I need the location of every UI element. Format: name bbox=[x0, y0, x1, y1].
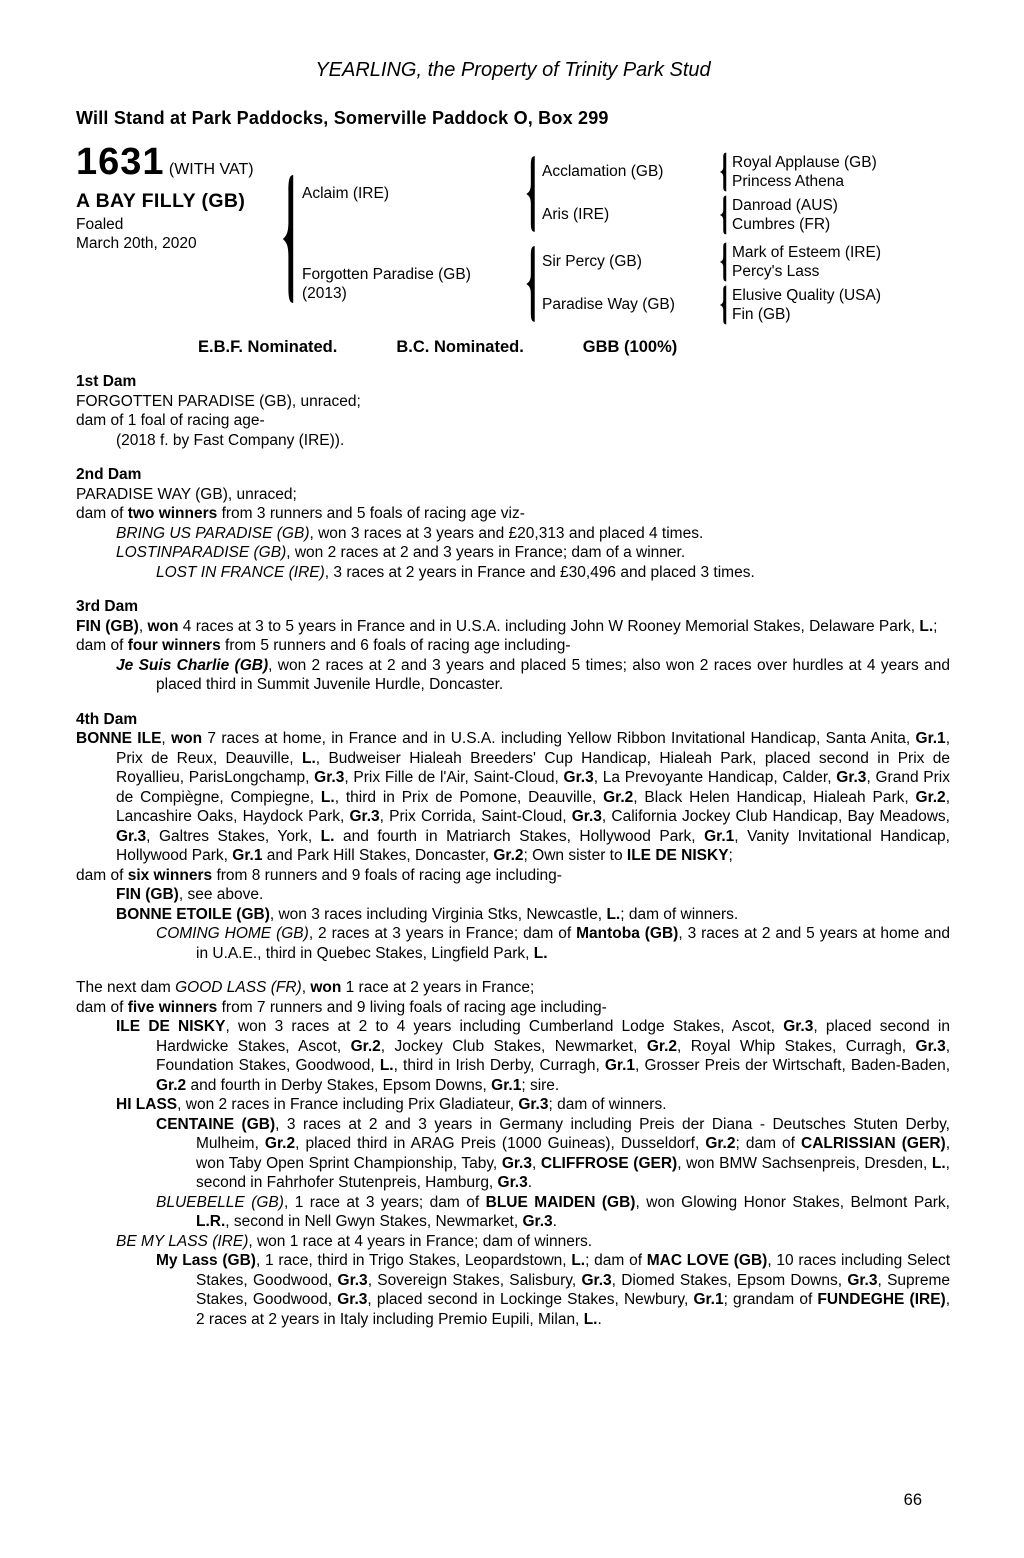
text-run: L. bbox=[571, 1252, 586, 1269]
sire-dam-name: Aris (IRE) bbox=[542, 206, 610, 224]
text-run: two winners bbox=[127, 505, 218, 522]
lot-description: A BAY FILLY (GB) bbox=[76, 190, 246, 212]
lot-vat-note: (WITH VAT) bbox=[168, 160, 254, 178]
text-run: L. bbox=[302, 749, 316, 767]
sire-grandparents bbox=[542, 153, 950, 235]
grandsire-pair bbox=[542, 153, 950, 192]
dam-section-heading: 4th Dam bbox=[76, 710, 138, 728]
text-run: Gr.1 bbox=[915, 730, 946, 747]
dam-section-heading: 3rd Dam bbox=[76, 598, 139, 615]
text-run: Gr.1 bbox=[704, 827, 735, 845]
grandsire-pair bbox=[542, 243, 950, 282]
text-run: , bbox=[532, 1154, 541, 1172]
catalogue-paragraph bbox=[76, 1017, 950, 1095]
sire-dam-dam-name: Cumbres (FR) bbox=[732, 216, 831, 233]
text-run: , bbox=[301, 979, 311, 996]
text-run: LOST IN FRANCE (IRE) bbox=[156, 563, 325, 581]
text-run: dam of bbox=[76, 998, 128, 1016]
bc-nomination: B.C. Nominated. bbox=[396, 337, 524, 356]
nominations-line bbox=[76, 338, 950, 358]
text-run: , second in Fahrhofer Stutenpreis, Hamburg, bbox=[196, 1154, 950, 1191]
text-run: ; sire. bbox=[521, 1076, 560, 1094]
text-run: , La Prevoyante Handicap, Calder, bbox=[593, 769, 837, 786]
text-run: , 3 races at 2 and 3 years in Germany including Preis der Diana - Deutsches Stuten Derby, Mulheim, bbox=[196, 1115, 950, 1152]
dam-sire-brace bbox=[718, 242, 728, 282]
pedigree-main-brace bbox=[280, 173, 296, 305]
text-run: , 10 races including Select Stakes, Goodwood, bbox=[196, 1252, 951, 1289]
catalogue-paragraph bbox=[76, 504, 950, 524]
catalogue-body bbox=[76, 372, 950, 1329]
catalogue-paragraph bbox=[76, 924, 950, 963]
text-run: FUNDEGHE (IRE) bbox=[817, 1291, 946, 1308]
text-run: MAC LOVE (GB) bbox=[646, 1252, 768, 1269]
catalogue-paragraph bbox=[76, 1251, 950, 1329]
sire-sire-dam-name: Princess Athena bbox=[732, 173, 845, 190]
text-run: , won 1 race at 4 years in France; dam of winners. bbox=[248, 1232, 593, 1250]
text-run: , bbox=[161, 730, 172, 747]
text-run: Gr.3 bbox=[337, 1291, 368, 1308]
text-run: L. bbox=[379, 1057, 394, 1074]
catalogue-paragraph bbox=[76, 978, 950, 998]
text-run: , Grosser Preis der Wirtschaft, Baden-Baden, bbox=[635, 1057, 950, 1074]
text-run: , 2 races at 3 years in France; dam of bbox=[308, 925, 577, 942]
catalogue-paragraph bbox=[76, 563, 950, 583]
text-run: Gr.2 bbox=[350, 1037, 381, 1055]
text-run: , Foundation Stakes, Goodwood, bbox=[156, 1037, 951, 1074]
text-run: L. bbox=[931, 1154, 946, 1172]
text-run: ; dam of winners. bbox=[548, 1096, 667, 1113]
sire-sire-brace bbox=[718, 152, 728, 192]
text-run: Gr.2 bbox=[264, 1135, 296, 1152]
text-run: L. bbox=[606, 905, 621, 923]
catalogue-paragraph bbox=[76, 885, 950, 905]
text-run: Je Suis Charlie (GB) bbox=[116, 656, 269, 674]
text-run: dam of bbox=[76, 637, 128, 654]
text-run: five winners bbox=[127, 998, 218, 1016]
catalogue-paragraph bbox=[76, 998, 950, 1018]
pedigree-block bbox=[76, 140, 950, 325]
dam-dam-parents bbox=[732, 286, 950, 324]
catalogue-paragraph bbox=[76, 866, 950, 886]
text-run: ; dam of winners. bbox=[620, 905, 739, 923]
text-run: , placed third in ARAG Preis (1000 Guineas), Dusseldorf, bbox=[295, 1135, 706, 1152]
text-run: and Park Hill Stakes, Doncaster, bbox=[262, 847, 494, 864]
text-run: , Black Helen Handicap, Hialeah Park, bbox=[633, 788, 916, 806]
text-run: won bbox=[147, 617, 179, 635]
text-run: COMING HOME (GB) bbox=[156, 925, 309, 942]
catalogue-paragraph bbox=[76, 411, 950, 431]
text-run: Gr.3 bbox=[497, 1174, 528, 1191]
catalogue-paragraph bbox=[76, 1115, 950, 1193]
text-run: , Prix Corrida, Saint-Cloud, bbox=[379, 808, 572, 825]
text-run: , third in Prix de Pomone, Deauville, bbox=[334, 788, 604, 806]
text-run: , placed second in Hardwicke Stakes, Ascot, bbox=[156, 1018, 950, 1055]
text-run: BLUEBELLE (GB) bbox=[156, 1193, 284, 1211]
text-run: PARADISE WAY (GB), unraced; bbox=[76, 485, 297, 503]
text-run: Gr.3 bbox=[571, 808, 602, 825]
catalogue-paragraph bbox=[76, 729, 950, 866]
dam-name: Forgotten Paradise (GB) bbox=[302, 265, 471, 283]
text-run: Gr.3 bbox=[349, 808, 380, 825]
sire-dam-parents bbox=[732, 196, 950, 234]
text-run: ; bbox=[728, 847, 733, 864]
text-run: Gr.2 bbox=[646, 1037, 678, 1055]
text-run: , second in Nell Gwyn Stakes, Newmarket, bbox=[225, 1213, 523, 1230]
text-run: , won Taby Open Sprint Championship, Taby, bbox=[196, 1135, 950, 1172]
catalogue-paragraph bbox=[76, 543, 950, 563]
page-number: 66 bbox=[903, 1491, 922, 1509]
text-run: FORGOTTEN PARADISE (GB), unraced; bbox=[76, 392, 361, 410]
dam-sire-parents bbox=[732, 243, 950, 281]
text-run: (2018 f. by Fast Company (IRE)). bbox=[116, 431, 345, 449]
text-run: Gr.2 bbox=[603, 788, 634, 806]
catalogue-paragraph bbox=[76, 1193, 950, 1232]
text-run: , won 3 races including Virginia Stks, Newcastle, bbox=[269, 905, 607, 923]
text-run: , placed second in Lockinge Stakes, Newbury, bbox=[367, 1291, 694, 1308]
text-run: Gr.3 bbox=[563, 769, 594, 786]
text-run: Gr.1 bbox=[232, 847, 263, 864]
text-run: BE MY LASS (IRE) bbox=[116, 1232, 249, 1250]
text-run: . bbox=[552, 1213, 557, 1230]
text-run: , Royal Whip Stakes, Curragh, bbox=[677, 1037, 916, 1055]
text-run: FIN (GB) bbox=[76, 617, 139, 635]
text-run: FIN (GB) bbox=[116, 886, 179, 903]
text-run: , 2 races at 2 years in Italy including Premio Eupili, Milan, bbox=[196, 1291, 951, 1328]
text-run: , won BMW Sachsenpreis, Dresden, bbox=[677, 1154, 932, 1172]
text-run: Gr.1 bbox=[693, 1291, 724, 1308]
text-run: , 3 races at 2 years in France and £30,496 and placed 3 times. bbox=[324, 563, 755, 581]
text-run: My Lass (GB) bbox=[156, 1252, 256, 1269]
foaled-date: March 20th, 2020 bbox=[76, 235, 197, 252]
text-run: , California Jockey Club Handicap, Bay Meadows, bbox=[601, 808, 950, 825]
text-run: BLUE MAIDEN (GB) bbox=[485, 1193, 636, 1211]
text-run: , bbox=[138, 617, 148, 635]
text-run: Gr.2 bbox=[705, 1135, 736, 1152]
catalogue-paragraph bbox=[76, 1095, 950, 1115]
sire-branch bbox=[302, 154, 950, 234]
text-run: , Sovereign Stakes, Salisbury, bbox=[367, 1271, 582, 1289]
text-run: CLIFFROSE (GER) bbox=[540, 1154, 678, 1172]
text-run: won bbox=[171, 730, 203, 747]
text-run: 4 races at 3 to 5 years in France and in U.S.A. including John W Rooney Memorial Stakes, Delaware Park, bbox=[178, 617, 920, 635]
text-run: BRING US PARADISE (GB) bbox=[116, 524, 310, 542]
catalogue-paragraph bbox=[76, 656, 950, 695]
text-run: HI LASS bbox=[116, 1096, 178, 1113]
sire-sire-sire-name: Royal Applause (GB) bbox=[732, 154, 877, 171]
text-run: , 3 races at 2 and 5 years at home and in U.A.E., third in Quebec Stakes, Lingfield Park, bbox=[196, 925, 950, 962]
text-run: , Lancashire Oaks, Haydock Park, bbox=[116, 788, 950, 825]
text-run: Gr.3 bbox=[116, 827, 147, 845]
text-run: Gr.3 bbox=[314, 769, 345, 786]
sire-name: Aclaim (IRE) bbox=[302, 185, 389, 202]
text-run: dam of bbox=[76, 866, 128, 884]
text-run: , Jockey Club Stakes, Newmarket, bbox=[380, 1037, 647, 1055]
text-run: Gr.3 bbox=[581, 1271, 612, 1289]
text-run: , Prix de Reux, Deauville, bbox=[116, 730, 950, 767]
text-run: Mantoba (GB) bbox=[576, 925, 679, 942]
catalogue-paragraph bbox=[76, 431, 950, 451]
sire-brace bbox=[524, 155, 537, 233]
sire-cell bbox=[302, 184, 524, 203]
text-run: from 3 runners and 5 foals of racing age viz- bbox=[217, 505, 525, 522]
catalogue-paragraph bbox=[76, 524, 950, 544]
text-run: CALRISSIAN (GER) bbox=[801, 1135, 946, 1152]
granddam-pair bbox=[542, 196, 950, 235]
ebf-nomination: E.B.F. Nominated. bbox=[198, 337, 338, 356]
stand-location-line: Will Stand at Park Paddocks, Somerville Paddock O, Box 299 bbox=[76, 108, 609, 128]
text-run: , Budweiser Hialeah Breeders' Cup Handicap, Hialeah Park, placed second in Prix de Royallieu, ParisLongchamp, bbox=[116, 749, 951, 786]
text-run: ; dam of bbox=[735, 1135, 801, 1152]
catalogue-paragraph bbox=[76, 636, 950, 656]
dam-section-heading: 1st Dam bbox=[76, 373, 137, 390]
text-run: , won 2 races at 2 and 3 years and placed 5 times; also won 2 races over hurdles at 4 years and placed third in Summit Juvenile Hurdle, Doncaster. bbox=[156, 656, 951, 693]
text-run: , won Glowing Honor Stakes, Belmont Park, bbox=[635, 1193, 950, 1211]
text-run: 1 race at 2 years in France; bbox=[341, 979, 535, 996]
text-run: Gr.3 bbox=[836, 769, 867, 786]
catalogue-paragraph bbox=[76, 392, 950, 412]
text-run: , won 2 races at 2 and 3 years in France; dam of a winner. bbox=[286, 544, 686, 561]
text-run: , Prix Fille de l'Air, Saint-Cloud, bbox=[344, 769, 564, 786]
dam-dam-dam-name: Fin (GB) bbox=[732, 306, 791, 323]
text-run: from 7 runners and 9 living foals of racing age including- bbox=[217, 998, 607, 1016]
text-run: The next dam bbox=[76, 979, 176, 996]
text-run: four winners bbox=[127, 637, 221, 654]
text-run: CENTAINE (GB) bbox=[156, 1115, 276, 1133]
text-run: , Supreme Stakes, Goodwood, bbox=[196, 1271, 950, 1308]
text-run: . bbox=[527, 1174, 533, 1191]
foaled-label: Foaled bbox=[76, 215, 124, 233]
text-run: , Grand Prix de Compiègne, Compiegne, bbox=[116, 769, 950, 806]
catalogue-paragraph bbox=[76, 485, 950, 505]
section-gap bbox=[76, 963, 950, 978]
text-run: BONNE ILE bbox=[76, 730, 162, 747]
text-run: , Vanity Invitational Handicap, Hollywood Park, bbox=[116, 827, 950, 864]
text-run: GOOD LASS (FR) bbox=[175, 979, 302, 996]
text-run: L. bbox=[320, 788, 335, 806]
dam-sire-name: Sir Percy (GB) bbox=[542, 253, 642, 271]
text-run: ILE DE NISKY bbox=[626, 847, 729, 864]
text-run: LOSTINPARADISE (GB) bbox=[116, 544, 287, 561]
dam-year: (2013) bbox=[302, 284, 347, 302]
text-run: Gr.2 bbox=[915, 788, 946, 806]
text-run: ; grandam of bbox=[723, 1291, 818, 1308]
text-run: , third in Irish Derby, Curragh, bbox=[393, 1057, 605, 1074]
lot-number: 1631 bbox=[76, 140, 165, 183]
text-run: Gr.3 bbox=[501, 1154, 532, 1172]
dam-brace bbox=[524, 245, 537, 323]
lot-number-line bbox=[76, 140, 280, 183]
dam-cell bbox=[302, 265, 524, 303]
text-run: Gr.3 bbox=[518, 1096, 549, 1113]
text-run: L. bbox=[320, 827, 335, 845]
text-run: Gr.1 bbox=[491, 1076, 522, 1094]
dam-section-heading: 2nd Dam bbox=[76, 466, 142, 483]
dam-dam-brace bbox=[718, 285, 728, 325]
text-run: Gr.1 bbox=[604, 1057, 636, 1074]
catalogue-paragraph bbox=[76, 617, 950, 637]
dam-dam-name: Paradise Way (GB) bbox=[542, 296, 675, 314]
gbb-badge: GBB (100%) bbox=[582, 337, 678, 356]
text-run: BONNE ETOILE (GB) bbox=[116, 905, 270, 923]
text-run: from 5 runners and 6 foals of racing age including- bbox=[220, 637, 571, 654]
text-run: ILE DE NISKY bbox=[116, 1018, 226, 1035]
sire-dam-sire-name: Danroad (AUS) bbox=[732, 197, 838, 214]
text-run: , Galtres Stakes, York, bbox=[146, 827, 321, 845]
catalogue-paragraph bbox=[76, 905, 950, 925]
text-run: L. bbox=[583, 1310, 598, 1328]
lot-info bbox=[76, 140, 280, 254]
text-run: , 1 race at 3 years; dam of bbox=[283, 1193, 486, 1211]
text-run: six winners bbox=[127, 866, 213, 884]
text-run: Gr.3 bbox=[337, 1271, 368, 1289]
dam-sire-dam-name: Percy's Lass bbox=[732, 263, 820, 280]
text-run: L. bbox=[533, 944, 548, 962]
dam-dam-sire-name: Elusive Quality (USA) bbox=[732, 287, 882, 304]
text-run: , won 2 races in France including Prix Gladiateur, bbox=[177, 1096, 519, 1113]
text-run: Gr.2 bbox=[156, 1076, 187, 1094]
sire-sire-parents bbox=[732, 153, 950, 191]
text-run: Gr.3 bbox=[783, 1018, 814, 1035]
text-run: dam of bbox=[76, 505, 128, 522]
text-run: and fourth in Derby Stakes, Epsom Downs, bbox=[186, 1076, 492, 1094]
text-run: won bbox=[310, 979, 342, 996]
dam-sire-sire-name: Mark of Esteem (IRE) bbox=[732, 244, 881, 261]
sire-sire-name: Acclamation (GB) bbox=[542, 163, 664, 181]
text-run: ; bbox=[933, 617, 938, 635]
text-run: Gr.3 bbox=[915, 1037, 946, 1055]
sire-dam-brace bbox=[718, 195, 728, 235]
text-run: , won 3 races at 2 to 4 years including Cumberland Lodge Stakes, Ascot, bbox=[225, 1018, 784, 1035]
dam-branch bbox=[302, 244, 950, 324]
text-run: , won 3 races at 3 years and £20,313 and placed 4 times. bbox=[309, 524, 704, 542]
pedigree-tree bbox=[302, 154, 950, 324]
text-run: L.R. bbox=[196, 1213, 226, 1230]
text-run: Gr.3 bbox=[847, 1271, 878, 1289]
text-run: Gr.2 bbox=[493, 847, 524, 864]
property-line: YEARLING, the Property of Trinity Park Stud bbox=[315, 59, 711, 81]
text-run: , 1 race, third in Trigo Stakes, Leopardstown, bbox=[255, 1252, 572, 1269]
dam-grandparents bbox=[542, 243, 950, 325]
text-run: ; dam of bbox=[585, 1252, 647, 1269]
text-run: , see above. bbox=[178, 886, 264, 903]
text-run: and fourth in Matriarch Stakes, Hollywood Park, bbox=[334, 827, 705, 845]
text-run: . bbox=[597, 1310, 602, 1328]
text-run: , Diomed Stakes, Epsom Downs, bbox=[611, 1271, 848, 1289]
text-run: 7 races at home, in France and in U.S.A. including Yellow Ribbon Invitational Handicap, Santa Anita, bbox=[202, 730, 916, 747]
catalogue-paragraph bbox=[76, 1232, 950, 1252]
text-run: dam of 1 foal of racing age- bbox=[76, 412, 265, 429]
text-run: L. bbox=[919, 617, 934, 635]
text-run: ; Own sister to bbox=[523, 847, 627, 864]
text-run: from 8 runners and 9 foals of racing age including- bbox=[212, 866, 562, 884]
text-run: Gr.3 bbox=[522, 1213, 553, 1230]
granddam-pair bbox=[542, 286, 950, 325]
